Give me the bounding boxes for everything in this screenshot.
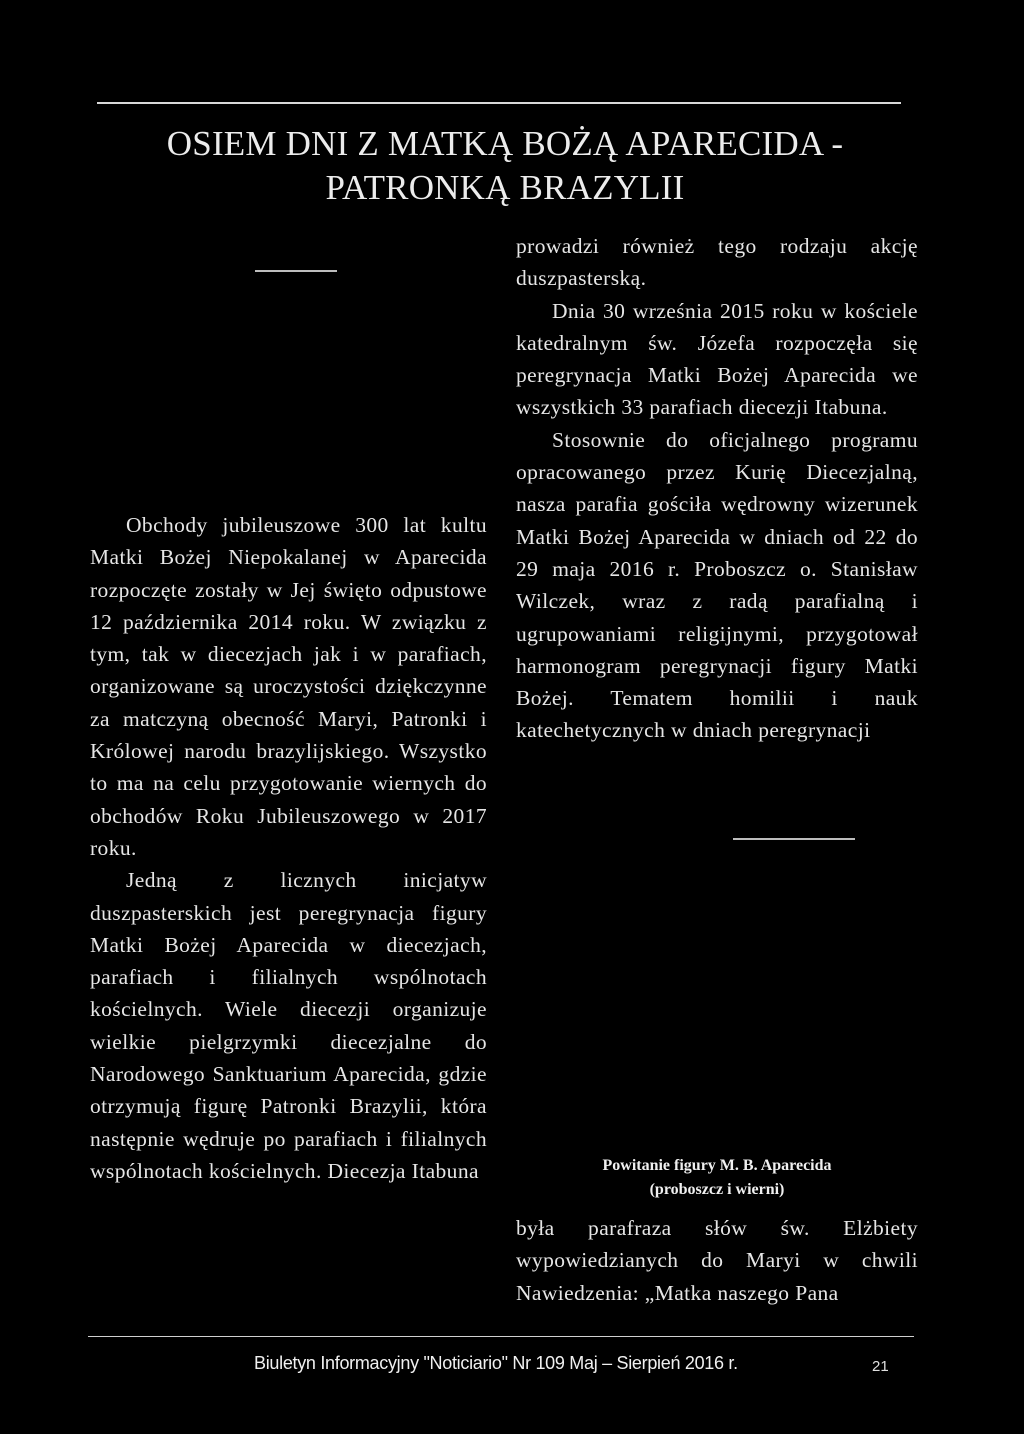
left-column (90, 509, 487, 1187)
image-placeholder-rule-left (255, 270, 337, 272)
footer-publication: Biuletyn Informacyjny "Noticiario" Nr 109 Maj – Sierpień 2016 r. (254, 1353, 738, 1373)
page-number: 21 (872, 1358, 889, 1375)
footer-rule (88, 1336, 914, 1337)
title-top-rule (97, 102, 901, 104)
right-paragraph-3: Stosownie do oficjalnego programu opracowanego przez Kurię Diecezjalną, nasza parafia gościła wędrowny wizerunek Matki Bożej Aparecida w dniach od 22 do 29 maja 2016 r. Proboszcz o. Stanisław Wilczek, wraz z radą parafialną i ugrupowaniami religijnymi, przygotował harmonogram peregrynacji figury Matki Bożej. Tematem homilii i nauk katechetycznych w dniach peregrynacji (516, 427, 918, 743)
left-paragraph-1: Obchody jubileuszowe 300 lat kultu Matki Bożej Niepokalanej w Aparecida rozpoczęte zostały w Jej święto odpustowe 12 października 2014 roku. W związku z tym, tak w diecezjach jak i w parafiach, organizowane są uroczystości dziękczynne za matczyną obecność Maryi, Patronki i Królowej narodu brazylijskiego. Wszystko to ma na celu przygotowanie wiernych do obchodów Roku Jubileuszowego w 2017 roku. (90, 513, 487, 860)
image-placeholder-rule-right (733, 838, 855, 840)
caption-line-2: (proboszcz i wierni) (649, 1181, 785, 1198)
right-paragraph-2: Dnia 30 września 2015 roku w kościele katedralnym św. Józefa rozpoczęła się peregrynacja Matki Bożej Aparecida we wszystkich 33 parafiach diecezji Itabuna. (516, 298, 918, 420)
right-paragraph-1: prowadzi również tego rodzaju akcję duszpasterską. (516, 234, 918, 291)
right-column-top (516, 230, 918, 747)
caption-line-1: Powitanie figury M. B. Aparecida (602, 1157, 832, 1174)
left-paragraph-2: Jedną z licznych inicjatyw duszpasterskich jest peregrynacja figury Matki Bożej Aparecida w diecezjach, parafiach i filialnych wspólnotach kościelnych. Wiele diecezji organizuje wielkie pielgrzymki diecezjalne do Narodowego Sanktuarium Aparecida, gdzie otrzymują figurę Patronki Brazylii, która następnie wędruje po parafiach i filialnych wspólnotach kościelnych. Diecezja Itabuna (90, 868, 487, 1183)
article-title (0, 122, 1010, 210)
photo-caption (516, 1154, 918, 1202)
title-line-1: OSIEM DNI Z MATKĄ BOŻĄ APARECIDA - (166, 124, 844, 163)
right-column-bottom (516, 1212, 918, 1309)
title-line-2: PATRONKĄ BRAZYLII (325, 168, 685, 207)
right-paragraph-4: była parafraza słów św. Elżbiety wypowiedzianych do Maryi w chwili Nawiedzenia: „Matka naszego Pana (516, 1216, 918, 1305)
